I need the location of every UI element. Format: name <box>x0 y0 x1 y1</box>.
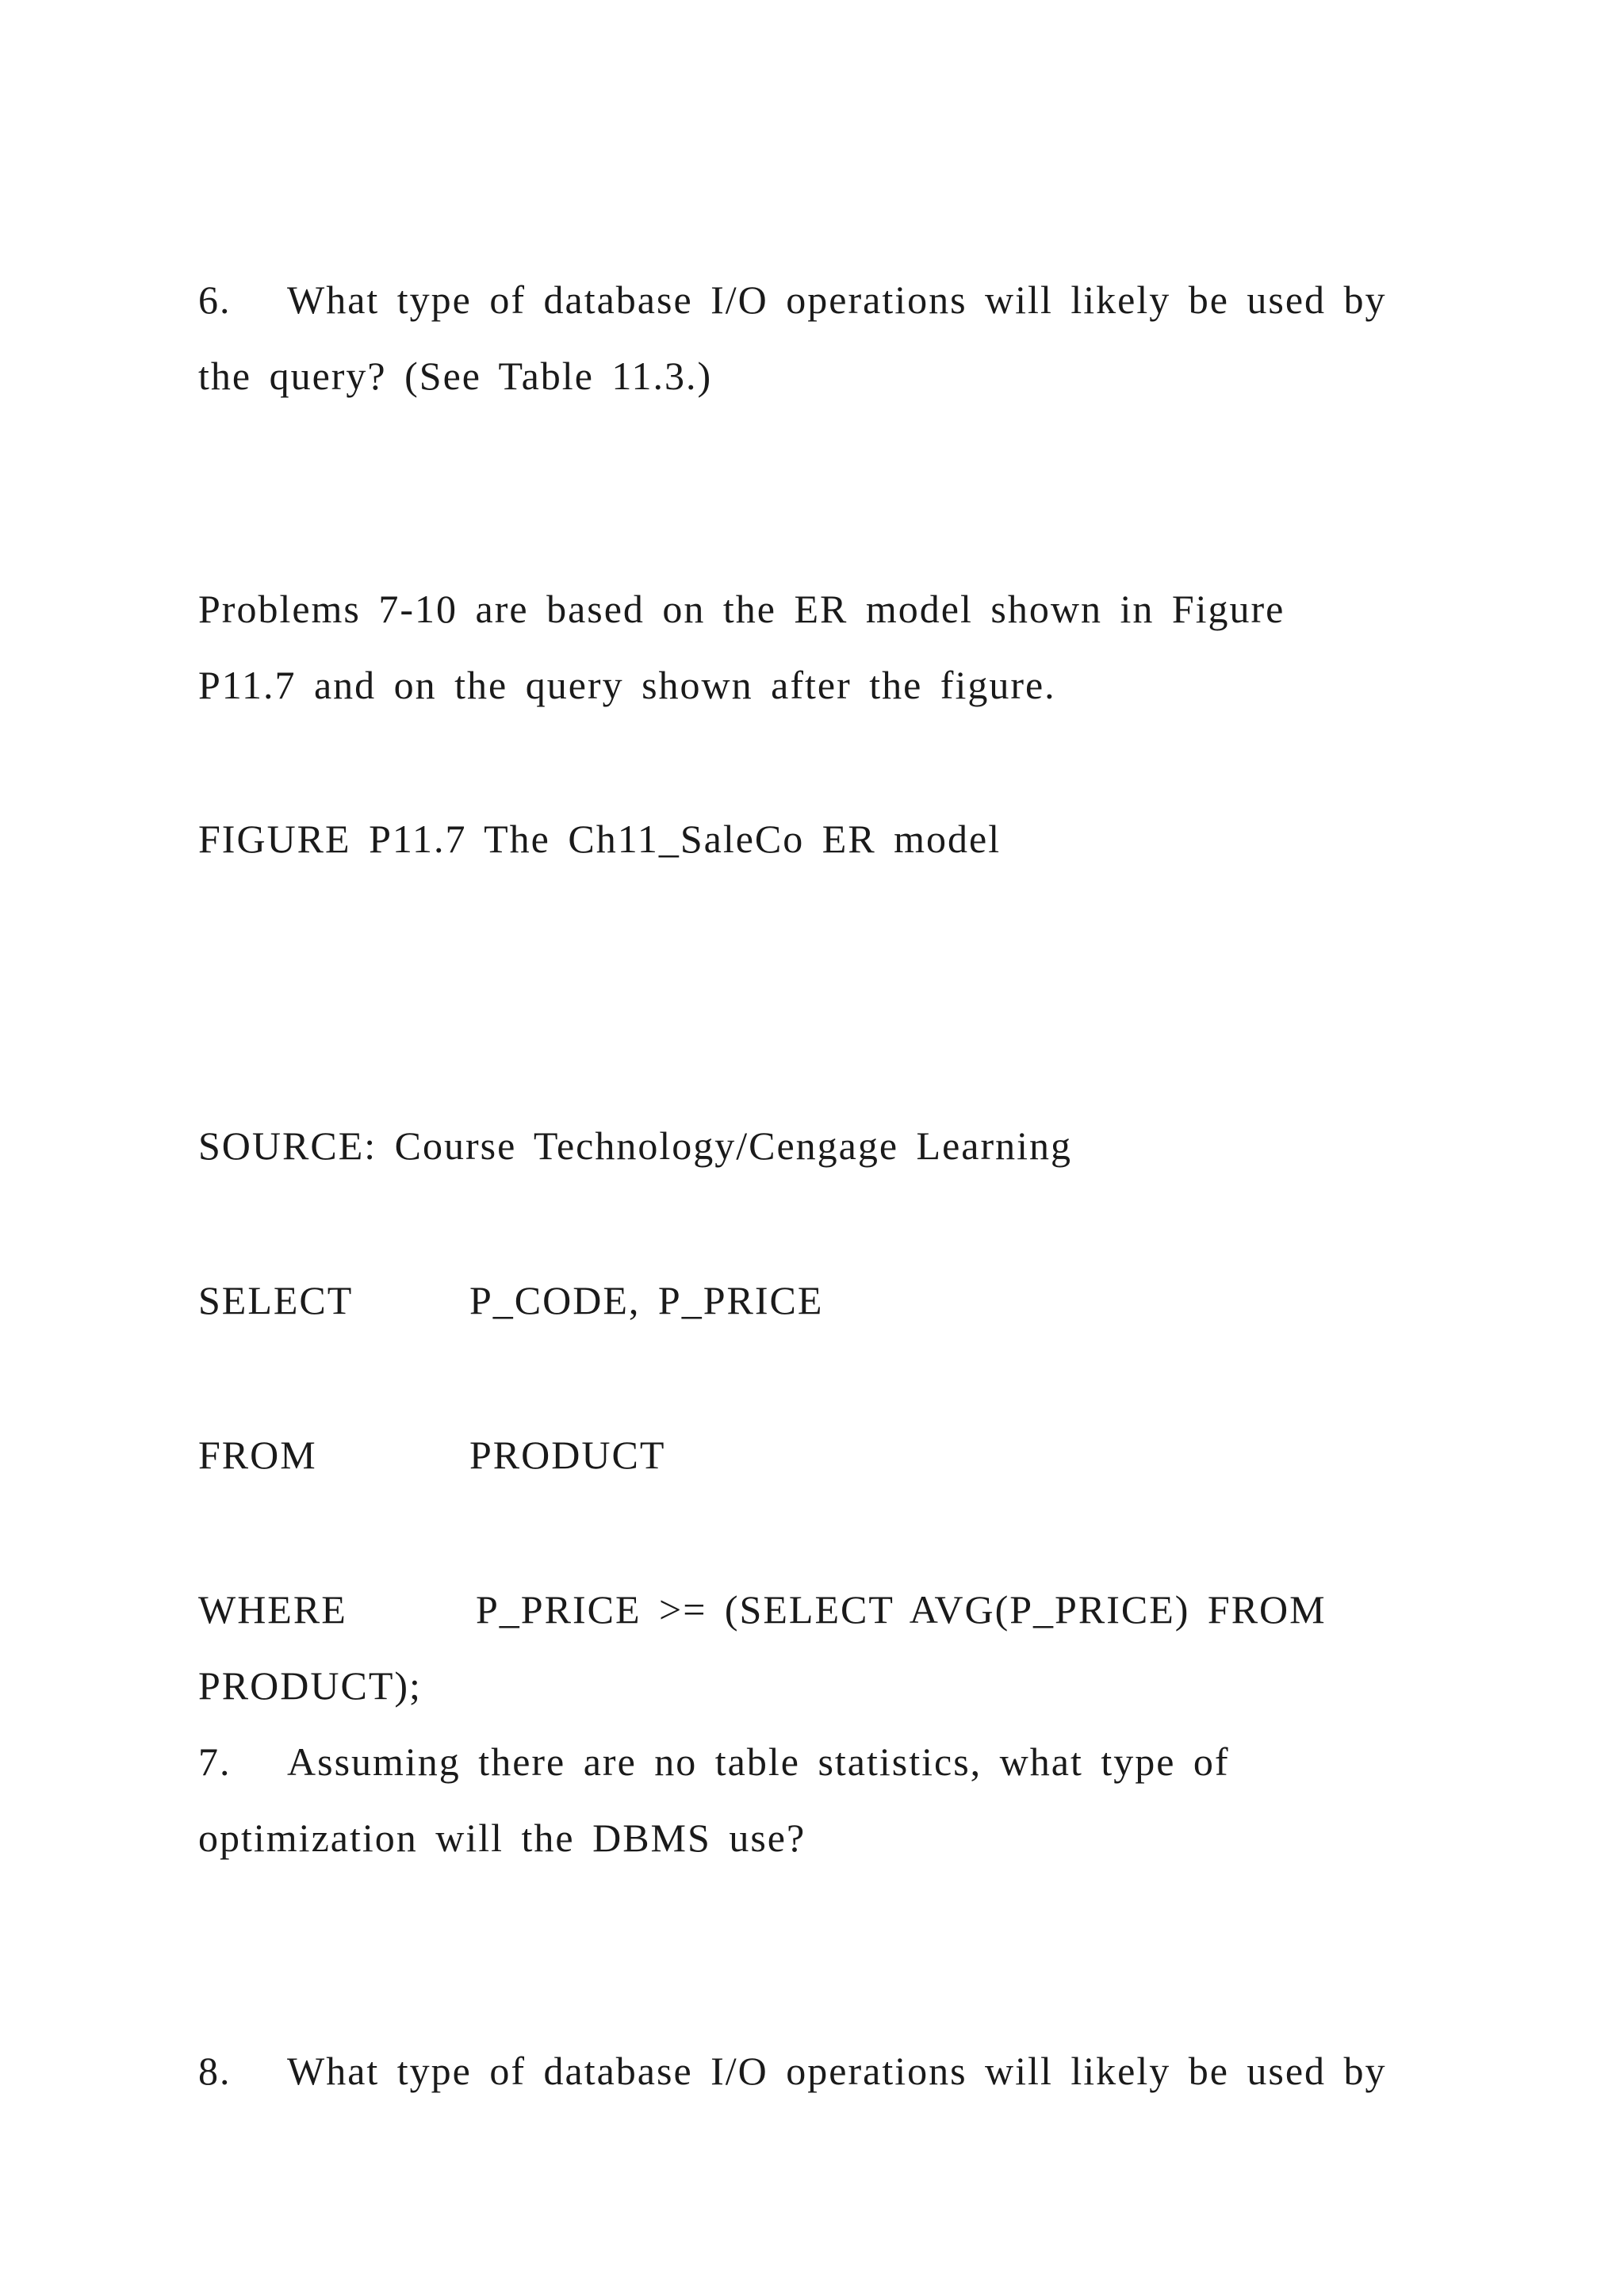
intro-line-2: P11.7 and on the query shown after the figure. <box>198 663 1056 707</box>
question-8-text: What type of database I/O operations will likely be used by <box>287 2049 1387 2093</box>
question-6-line-1 <box>198 276 1387 323</box>
sql-where-keyword: WHERE <box>198 1587 347 1632</box>
question-7-text: Assuming there are no table statistics, what type of <box>287 1739 1230 1784</box>
question-7-number: 7. <box>198 1739 232 1784</box>
question-6-line-2: the query? (See Table 11.3.) <box>198 354 713 398</box>
question-8-number: 8. <box>198 2049 232 2093</box>
sql-from-keyword: FROM <box>198 1433 317 1477</box>
sql-select-keyword: SELECT <box>198 1278 354 1322</box>
sql-from-table: PRODUCT <box>469 1433 666 1477</box>
question-6-text: What type of database I/O operations will likely be used by <box>287 277 1387 322</box>
sql-where-continuation: PRODUCT); <box>198 1663 422 1708</box>
sql-select-columns: P_CODE, P_PRICE <box>469 1278 824 1322</box>
question-7-line-1 <box>198 1738 1230 1785</box>
sql-where-condition: P_PRICE >= (SELECT AVG(P_PRICE) FROM <box>476 1587 1327 1632</box>
figure-source: SOURCE: Course Technology/Cengage Learning <box>198 1123 1073 1168</box>
intro-line-1: Problems 7-10 are based on the ER model shown in Figure <box>198 587 1285 631</box>
question-7-line-2: optimization will the DBMS use? <box>198 1816 806 1860</box>
figure-caption: FIGURE P11.7 The Ch11_SaleCo ER model <box>198 817 1002 861</box>
question-6-number: 6. <box>198 277 232 322</box>
question-8-line-1 <box>198 2047 1387 2095</box>
